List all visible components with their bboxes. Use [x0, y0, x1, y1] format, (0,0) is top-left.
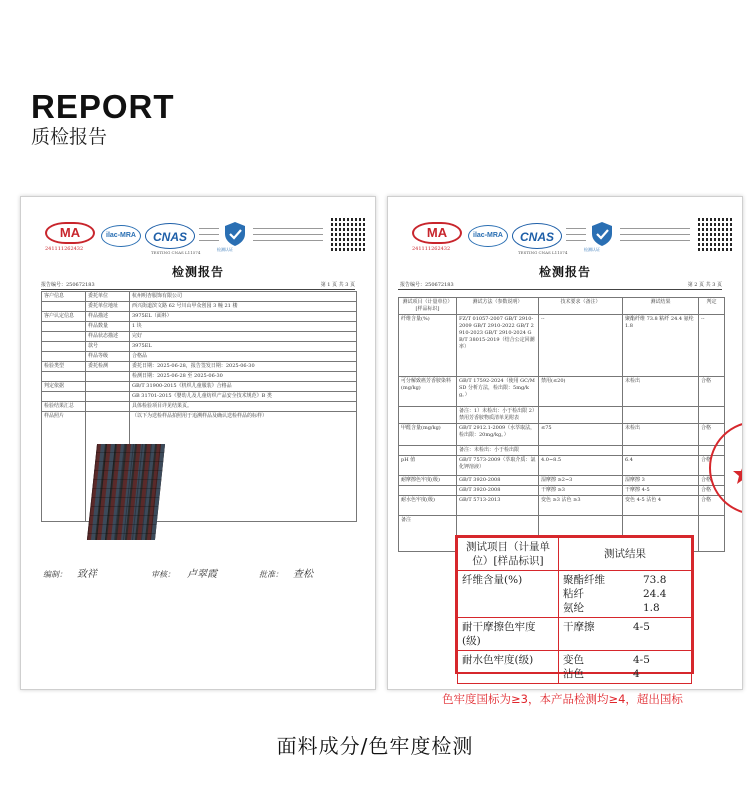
row-value: 检测日期：2025-06-28 至 2025-06-30: [130, 372, 357, 382]
zoom-water-label: 耐水色牢度(级): [458, 651, 559, 684]
zoom-fiber-values: [559, 571, 692, 618]
cell-item: 纤维含量(%): [399, 315, 457, 377]
table-row: [399, 446, 725, 456]
cell-result: 湿摩擦 3: [623, 476, 699, 486]
cell-method: GB/T 2912.1-2009（水萃取法，检出限：20mg/kg。）: [457, 424, 539, 446]
cell-result: 未检出: [623, 424, 699, 446]
cnas-number: TESTING CNAS L11574: [151, 250, 201, 255]
report-number: 报告编号：250672183: [41, 282, 95, 288]
cell-result: [623, 407, 699, 424]
test-results-table: [398, 297, 725, 552]
table-row: [399, 407, 725, 424]
cell-verdict: 合格: [699, 476, 725, 486]
row-label: [42, 352, 86, 362]
table-header-row: [399, 298, 725, 315]
cell-method: GB/T 17592-2024（使用 GC/MSD 分析方法，检出限：5mg/kg。）: [457, 377, 539, 407]
cell-result: [623, 446, 699, 456]
cma-number: 241111262432: [412, 246, 451, 252]
row-label: 检验结果汇总: [42, 402, 86, 412]
row-key: [86, 372, 130, 382]
cma-number: 241111262432: [45, 246, 84, 252]
zoom-col-result: 测试结果: [559, 538, 692, 571]
row-value: 委托日期：2025-06-28，报告签发日期：2025-06-30: [130, 362, 357, 372]
info-row: [42, 402, 357, 412]
ilac-mra-logo: ilac-MRA: [101, 225, 141, 247]
cma-logo: MA: [45, 222, 95, 244]
header-rule: [41, 289, 355, 290]
sample-photo: [87, 444, 165, 540]
doc-title: 检测报告: [171, 265, 224, 279]
cell-verdict: 合格: [699, 496, 725, 516]
info-row: [42, 412, 357, 522]
maker-signature: 致祥: [77, 569, 97, 580]
report-info-table: [41, 291, 357, 522]
row-key: 样品描述: [86, 312, 130, 322]
table-row: [399, 377, 725, 407]
cell-item: pH 值: [399, 456, 457, 476]
cell-item: 耐摩擦色牢度(级): [399, 476, 457, 486]
info-row: [42, 372, 357, 382]
row-value: GB/T 31900-2015《机织儿童服装》合格品: [130, 382, 357, 392]
row-key: [86, 402, 130, 412]
row-value: 杭州明杏服饰有限公司: [130, 292, 357, 302]
row-value: 3975EL: [130, 342, 357, 352]
row-key: [86, 382, 130, 392]
page-number: 第 2 页 共 3 页: [687, 282, 722, 288]
info-row: [42, 292, 357, 302]
row-key: 样品状态描述: [86, 332, 130, 342]
cma-logo: MA: [412, 222, 462, 244]
row-label: [42, 322, 86, 332]
column-header: 判定: [699, 298, 725, 315]
zoom-water-values: [559, 651, 692, 684]
cell-req: --: [539, 315, 623, 377]
row-value: 3975EL（面料）: [130, 312, 357, 322]
zoom-fiber-label: 纤维含量(%): [458, 571, 559, 618]
cell-item: 甲醛含量(mg/kg): [399, 424, 457, 446]
cell-method: 备注：未检出：小于检出限: [457, 446, 539, 456]
cell-verdict: 合格: [699, 377, 725, 407]
water-line: 变色 4-5: [563, 654, 650, 666]
cell-req: 干摩擦 ≥3: [539, 486, 623, 496]
zoom-rub-value: 干摩擦 4-5: [559, 618, 692, 651]
info-row: [42, 322, 357, 332]
lab-info-text: [199, 225, 219, 241]
cell-req: [539, 407, 623, 424]
fiber-line: 氨纶 1.8: [563, 602, 660, 614]
page-number: 第 1 页 共 3 页: [320, 282, 355, 288]
cell-req: ≤75: [539, 424, 623, 446]
cell-req: 4.0~8.5: [539, 456, 623, 476]
report-title: REPORT: [31, 88, 175, 125]
row-key: 样品等级: [86, 352, 130, 362]
cell-item: [399, 446, 457, 456]
zoom-fiber-row: [458, 571, 692, 618]
water-line: 沾色 4: [563, 668, 640, 680]
row-label: 判定依据: [42, 382, 86, 392]
cell-method: 备注：1）未检出：小于检出限 2）禁用芳香胺物质清单见附表: [457, 407, 539, 424]
cell-item: 可分解致癌芳香胺染料(mg/kg): [399, 377, 457, 407]
cell-item: [399, 407, 457, 424]
column-header: 测试结果: [623, 298, 699, 315]
cnas-logo: CNAS: [145, 223, 195, 249]
approver-label: 批准：: [259, 570, 283, 579]
row-key: [86, 392, 130, 402]
row-label: [42, 302, 86, 312]
row-label: [42, 392, 86, 402]
cell-method: GB/T 3920-2008: [457, 486, 539, 496]
row-key: 委托单位地址: [86, 302, 130, 312]
table-row: [399, 424, 725, 446]
row-label: [42, 372, 86, 382]
shield-icon: [223, 221, 247, 247]
cell-req: 禁用(≤20): [539, 377, 623, 407]
row-label: [42, 332, 86, 342]
cell-method: GB/T 3920-2008: [457, 476, 539, 486]
row-value: 1 块: [130, 322, 357, 332]
cell-method: FZ/T 01057-2007 GB/T 2910-2009 GB/T 2910-2022 GB/T 2910-2023 GB/T 2910-2024 GB/T 38015-2019（结合公定回潮率）: [457, 315, 539, 377]
qr-code: [331, 217, 365, 251]
row-value: 具体检验项目详见结果页。: [130, 402, 357, 412]
cnas-logo: CNAS: [512, 223, 562, 249]
fiber-line: 粘纤 24.4: [563, 588, 667, 600]
row-value: 完好: [130, 332, 357, 342]
row-key: 款号: [86, 342, 130, 352]
column-header: 测试方法（参数说明）: [457, 298, 539, 315]
approver-signature: 查松: [293, 569, 313, 580]
maker-label: 编制：: [43, 570, 67, 579]
lab-info-text: [566, 225, 586, 241]
cell-item: [399, 486, 457, 496]
fiber-line: 聚酯纤维 73.8: [563, 574, 667, 586]
info-row: [42, 342, 357, 352]
reviewer-signature: 卢翠霞: [187, 569, 217, 580]
row-value: 西兴街道滨文路 62 号川山甲众创园 3 幢 21 楼: [130, 302, 357, 312]
cell-result: 6.4: [623, 456, 699, 476]
shield-label: 检测认证: [584, 247, 600, 252]
info-row: [42, 352, 357, 362]
zoom-water-row: [458, 651, 692, 684]
cnas-number: TESTING CNAS L11574: [518, 250, 568, 255]
table-row: [399, 496, 725, 516]
cell-item: 备注: [399, 516, 457, 552]
table-row: [399, 486, 725, 496]
cell-result: 变色 4-5 沾色 4: [623, 496, 699, 516]
shield-label: 检测认证: [217, 247, 233, 252]
row-label: 客户认定信息: [42, 312, 86, 322]
row-value: 合格品: [130, 352, 357, 362]
info-row: [42, 392, 357, 402]
cell-item: 耐水色牢度(级): [399, 496, 457, 516]
zoom-col-item: 测试项目（计量单位）[样品标识]: [458, 538, 559, 571]
column-header: 技术要求（备注）: [539, 298, 623, 315]
table-row: [399, 315, 725, 377]
row-key: 委托检测: [86, 362, 130, 372]
row-value: GB 31701-2015《婴幼儿及儿童纺织产品安全技术规范》B 类: [130, 392, 357, 402]
cell-result: 聚酯纤维 73.8 粘纤 24.4 氨纶 1.8: [623, 315, 699, 377]
doc-title: 检测报告: [538, 265, 591, 279]
cell-method: GB/T 7573-2009（萃取介质：氯化钾溶液）: [457, 456, 539, 476]
row-key: 样品数量: [86, 322, 130, 332]
zoom-header-row: [458, 538, 692, 571]
zoom-rub-label: 耐干摩擦色牢度(级): [458, 618, 559, 651]
cell-result: 干摩擦 4-5: [623, 486, 699, 496]
reviewer-label: 审核：: [151, 570, 175, 579]
inspection-seal-icon: [706, 393, 743, 543]
cell-verdict: 合格: [699, 456, 725, 476]
info-row: [42, 332, 357, 342]
cell-req: 变色 ≥3 沾色 ≥3: [539, 496, 623, 516]
report-number: 报告编号：250672183: [400, 282, 454, 288]
info-row: [42, 362, 357, 372]
row-label: 客户信息: [42, 292, 86, 302]
cell-method: GB/T 5713-2013: [457, 496, 539, 516]
lab-contact-text: [620, 225, 690, 241]
results-zoom-box: [455, 535, 694, 680]
info-row: [42, 312, 357, 322]
cell-verdict: --: [699, 315, 725, 377]
cell-verdict: 合格: [699, 486, 725, 496]
qr-code: [698, 217, 732, 251]
cell-req: [539, 446, 623, 456]
lab-contact-text: [253, 225, 323, 241]
info-row: [42, 382, 357, 392]
header-rule: [398, 289, 722, 290]
column-header: 测试项目（计量单位）[样品标识]: [399, 298, 457, 315]
table-row: [399, 456, 725, 476]
cell-verdict: 合格: [699, 424, 725, 446]
table-row: [399, 476, 725, 486]
cell-result: 未检出: [623, 377, 699, 407]
report-subtitle: 质检报告: [31, 126, 108, 148]
page-caption: 面料成分/色牢度检测: [276, 734, 474, 758]
zoom-rub-row: [458, 618, 692, 651]
row-label: 检验类型: [42, 362, 86, 372]
report-page-1: [20, 196, 376, 690]
info-row: [42, 302, 357, 312]
shield-icon: [590, 221, 614, 247]
row-key: 委托单位: [86, 292, 130, 302]
cell-req: 湿摩擦 ≥2~3: [539, 476, 623, 486]
colorfastness-note: 色牢度国标为≥3，本产品检测均≥4，超出国标: [442, 692, 683, 706]
ilac-mra-logo: ilac-MRA: [468, 225, 508, 247]
row-value: （以下为送检样品拍照用于追溯样品及确认送检样品的标样）: [130, 412, 357, 522]
row-label: [42, 342, 86, 352]
row-label: 样品照片: [42, 412, 86, 522]
